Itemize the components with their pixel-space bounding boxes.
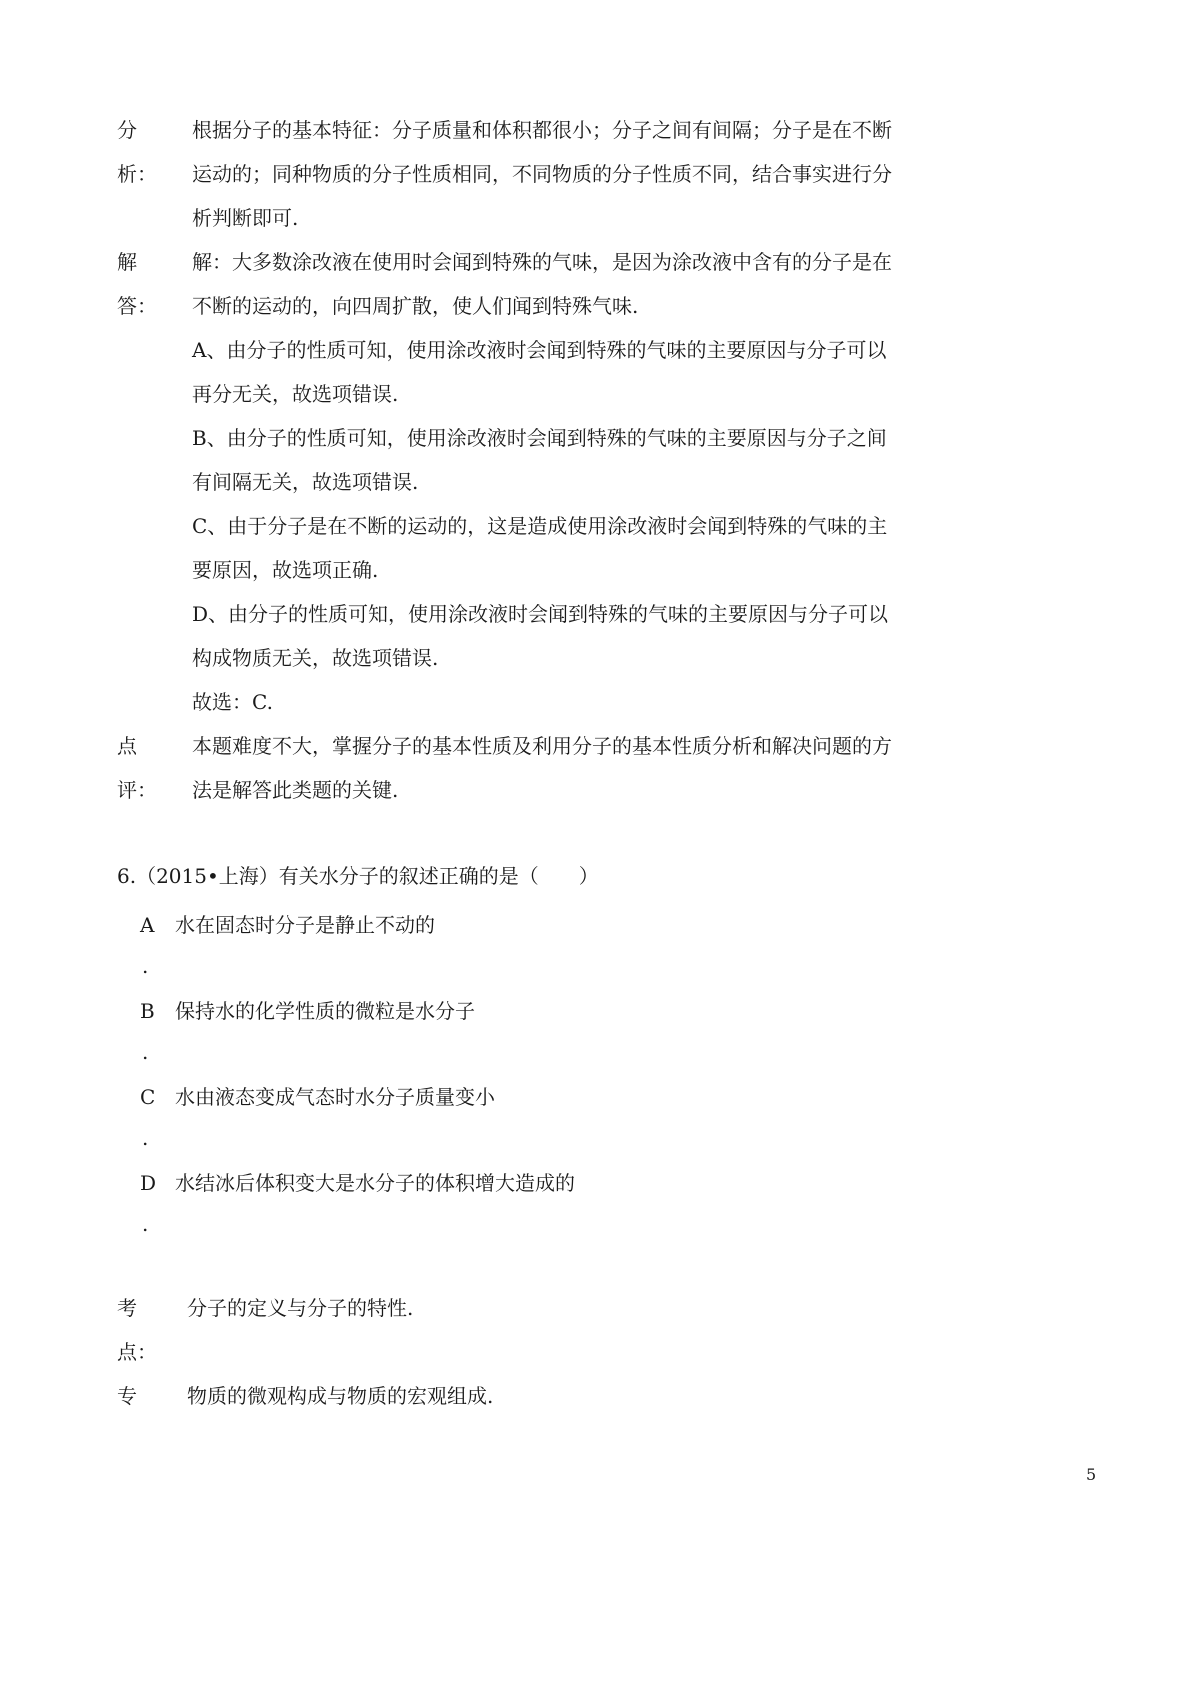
solution-line: 构成物质无关，故选项错误. bbox=[192, 646, 439, 670]
solution-line: C、由于分子是在不断的运动的，这是造成使用涂改液时会闻到特殊的气味的主 bbox=[192, 514, 888, 538]
solution-line: 故选：C. bbox=[192, 690, 273, 714]
kaodian-label-1: 考 bbox=[117, 1296, 137, 1320]
option-d-text: 水结冰后体积变大是水分子的体积增大造成的 bbox=[175, 1171, 575, 1195]
kaodian-label-2: 点： bbox=[117, 1340, 157, 1364]
question-stem: 6.（2015•上海）有关水分子的叙述正确的是（ ） bbox=[117, 864, 599, 888]
solution-label-2: 答： bbox=[117, 294, 157, 318]
option-c-letter: C bbox=[140, 1085, 156, 1109]
solution-line: 有间隔无关，故选项错误. bbox=[192, 470, 419, 494]
option-d-dot: . bbox=[142, 1212, 149, 1236]
option-a-text: 水在固态时分子是静止不动的 bbox=[175, 913, 435, 937]
option-c-text: 水由液态变成气态时水分子质量变小 bbox=[175, 1085, 495, 1109]
option-a-letter: A bbox=[140, 913, 155, 937]
solution-label-1: 解 bbox=[117, 250, 137, 274]
analysis-line: 根据分子的基本特征：分子质量和体积都很小；分子之间有间隔；分子是在不断 bbox=[192, 118, 892, 142]
kaodian-text: 分子的定义与分子的特性. bbox=[187, 1296, 414, 1320]
solution-line: B、由分子的性质可知，使用涂改液时会闻到特殊的气味的主要原因与分子之间 bbox=[192, 426, 887, 450]
analysis-line: 运动的；同种物质的分子性质相同，不同物质的分子性质不同，结合事实进行分 bbox=[192, 162, 892, 186]
option-b-text: 保持水的化学性质的微粒是水分子 bbox=[175, 999, 475, 1023]
option-d-letter: D bbox=[140, 1171, 157, 1195]
solution-line: D、由分子的性质可知，使用涂改液时会闻到特殊的气味的主要原因与分子可以 bbox=[192, 602, 889, 626]
analysis-label-1: 分 bbox=[117, 118, 137, 142]
analysis-label-2: 析： bbox=[117, 162, 157, 186]
option-b-dot: . bbox=[142, 1040, 149, 1064]
solution-line: 不断的运动的，向四周扩散，使人们闻到特殊气味. bbox=[192, 294, 639, 318]
solution-line: A、由分子的性质可知，使用涂改液时会闻到特殊的气味的主要原因与分子可以 bbox=[192, 338, 887, 362]
option-c-dot: . bbox=[142, 1126, 149, 1150]
solution-line: 解：大多数涂改液在使用时会闻到特殊的气味，是因为涂改液中含有的分子是在 bbox=[192, 250, 892, 274]
page-number: 5 bbox=[1086, 1465, 1097, 1484]
solution-line: 要原因，故选项正确. bbox=[192, 558, 379, 582]
comment-line: 本题难度不大，掌握分子的基本性质及利用分子的基本性质分析和解决问题的方 bbox=[192, 734, 892, 758]
option-a-dot: . bbox=[142, 954, 149, 978]
analysis-line: 析判断即可. bbox=[192, 206, 299, 230]
zhuanti-label-1: 专 bbox=[117, 1384, 137, 1408]
solution-line: 再分无关，故选项错误. bbox=[192, 382, 399, 406]
zhuanti-text: 物质的微观构成与物质的宏观组成. bbox=[187, 1384, 494, 1408]
comment-label-1: 点 bbox=[117, 734, 137, 758]
comment-line: 法是解答此类题的关键. bbox=[192, 778, 399, 802]
comment-label-2: 评： bbox=[117, 778, 157, 802]
option-b-letter: B bbox=[140, 999, 155, 1023]
